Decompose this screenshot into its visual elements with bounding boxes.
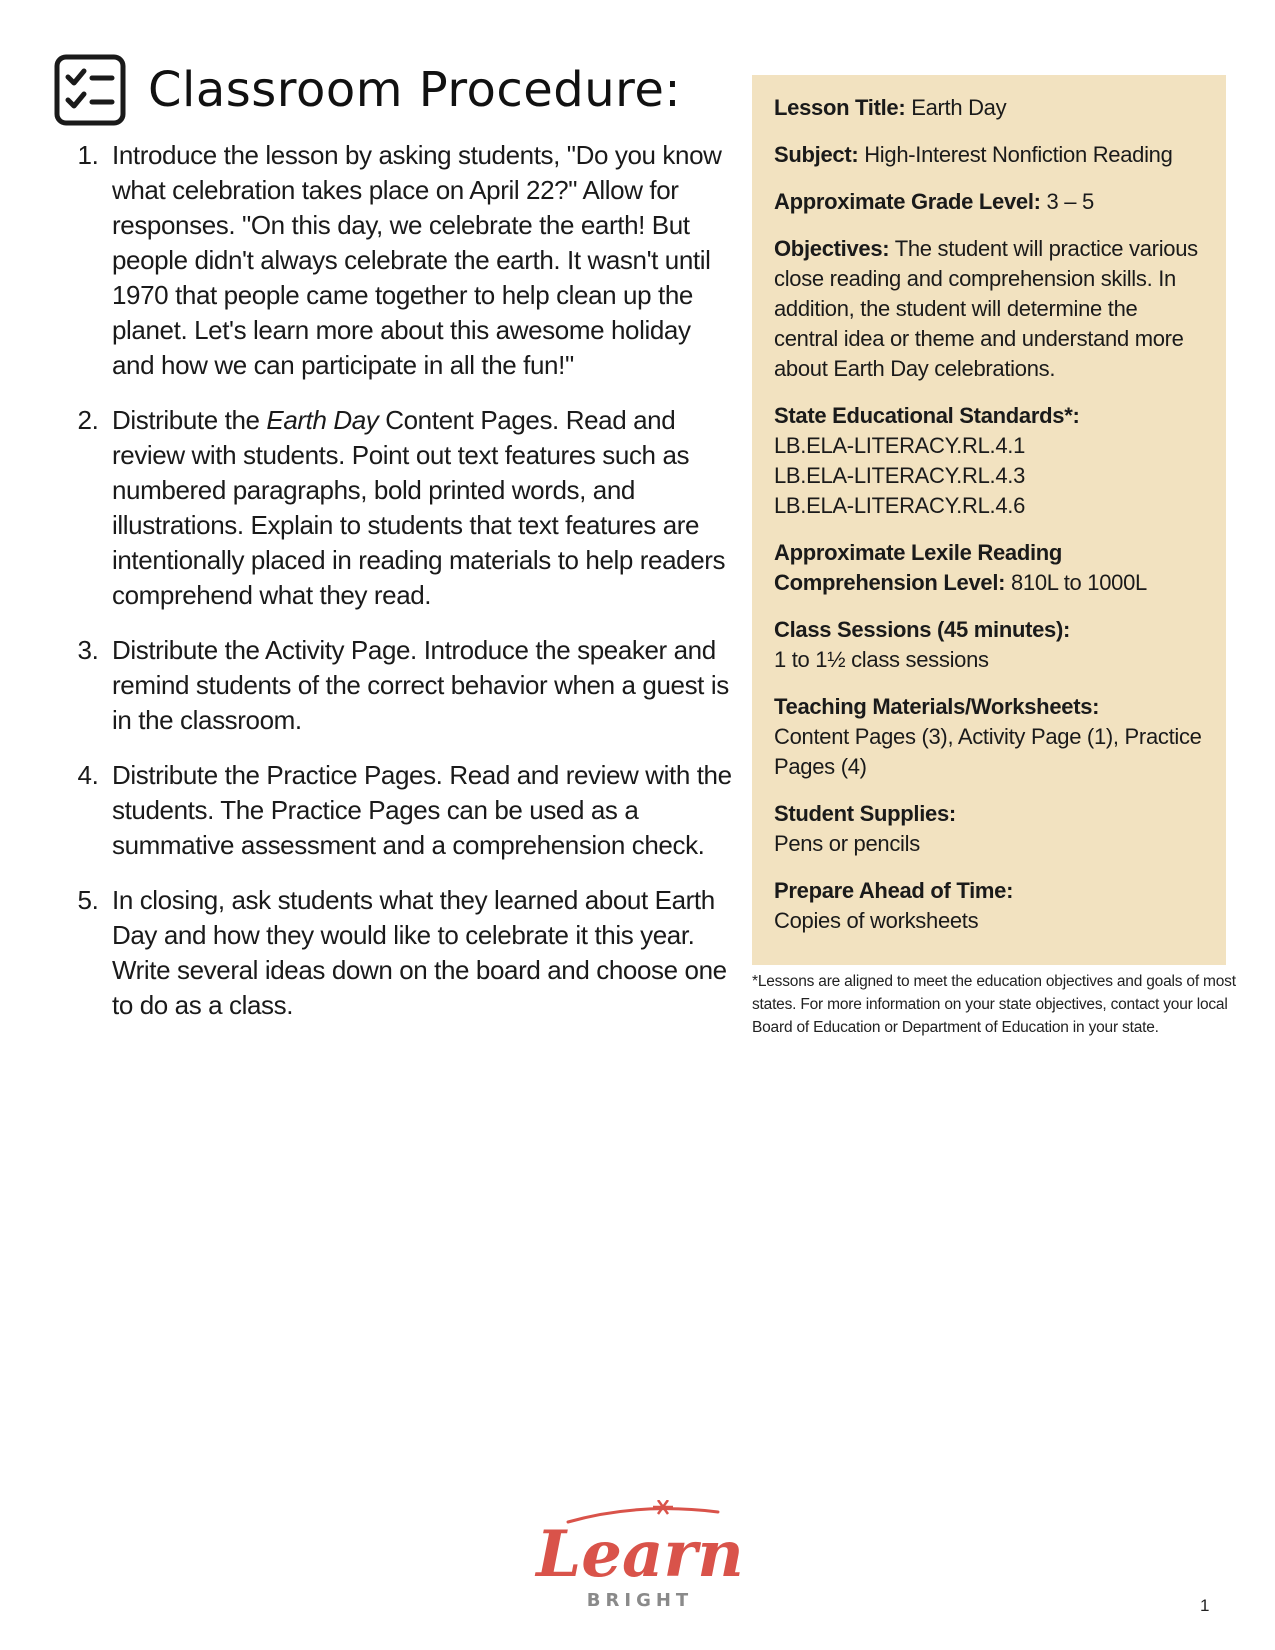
- logo-word: Learn: [536, 1517, 744, 1592]
- lesson-info-box: [752, 75, 1226, 965]
- earth-day-title: Earth Day: [266, 405, 379, 435]
- step-number: 1.: [77, 140, 99, 170]
- page-title: Classroom Procedure:: [148, 62, 682, 118]
- step-text: Distribute the Activity Page. Introduce the speaker and remind students of the correct behavior when a guest is in the classroom.: [112, 635, 729, 735]
- step-text: Introduce the lesson by asking students, "Do you know what celebration takes place on April 22?" Allow for responses. "On this day, we celebrate the earth! But people didn't always celebrate the earth. It wasn't until 1970 that people came together to help clean up the planet. Let's learn more about this awesome holiday and how we can participate in all the fun!": [112, 140, 722, 380]
- step-text: In closing, ask students what they learned about Earth Day and how they would like to celebrate it this year. Write several ideas down on the board and choose one to do as a class.: [112, 885, 727, 1020]
- procedure-step: [64, 758, 734, 863]
- procedure-list: [64, 138, 734, 1043]
- info-lesson-title: Lesson Title: Earth Day: [774, 95, 1007, 120]
- procedure-step: [64, 138, 734, 383]
- info-standards: State Educational Standards*: LB.ELA-LITERACY.RL.4.1 LB.ELA-LITERACY.RL.4.3 LB.ELA-LITERACY.RL.4.6: [774, 403, 1080, 518]
- info-supplies: Student Supplies: Pens or pencils: [774, 801, 956, 856]
- step-number: 5.: [77, 885, 99, 915]
- step-text: Distribute the Earth Day Content Pages. Read and review with students. Point out text features such as numbered paragraphs, bold printed words, and illustrations. Explain to students that text features are intentionally placed in reading materials to help readers comprehend what they read.: [112, 405, 726, 610]
- step-number: 3.: [77, 635, 99, 665]
- info-prepare: Prepare Ahead of Time: Copies of worksheets: [774, 878, 1014, 933]
- info-sessions: Class Sessions (45 minutes): 1 to 1½ class sessions: [774, 617, 1071, 672]
- info-objectives: Objectives: The student will practice various close reading and comprehension skills. In addition, the student will determine the central idea or theme and understand more about Earth Day celebrations.: [774, 236, 1198, 381]
- info-lexile: Approximate Lexile Reading Comprehension Level: 810L to 1000L: [774, 540, 1147, 595]
- info-grade-level: Approximate Grade Level: 3 – 5: [774, 189, 1094, 214]
- step-text: Distribute the Practice Pages. Read and review with the students. The Practice Pages can be used as a summative assessment and a comprehension check.: [112, 760, 732, 860]
- page-number: 1: [1200, 1596, 1210, 1615]
- procedure-step: [64, 883, 734, 1023]
- info-subject: Subject: High-Interest Nonfiction Reading: [774, 142, 1173, 167]
- procedure-step: [64, 403, 734, 613]
- step-number: 2.: [77, 405, 99, 435]
- standards-footnote: *Lessons are aligned to meet the education objectives and goals of most states. For more information on your state objectives, contact your local Board of Education or Department of Education in your state.: [752, 973, 1236, 1036]
- info-materials: Teaching Materials/Worksheets: Content Pages (3), Activity Page (1), Practice Pages (4): [774, 694, 1202, 779]
- learn-bright-logo: [528, 1500, 748, 1612]
- logo-sub: BRIGHT: [586, 1590, 694, 1611]
- logo-star-icon: [653, 1500, 673, 1514]
- procedure-step: [64, 633, 734, 738]
- checklist-icon: [54, 54, 126, 126]
- page-header: [54, 54, 681, 126]
- step-number: 4.: [77, 760, 99, 790]
